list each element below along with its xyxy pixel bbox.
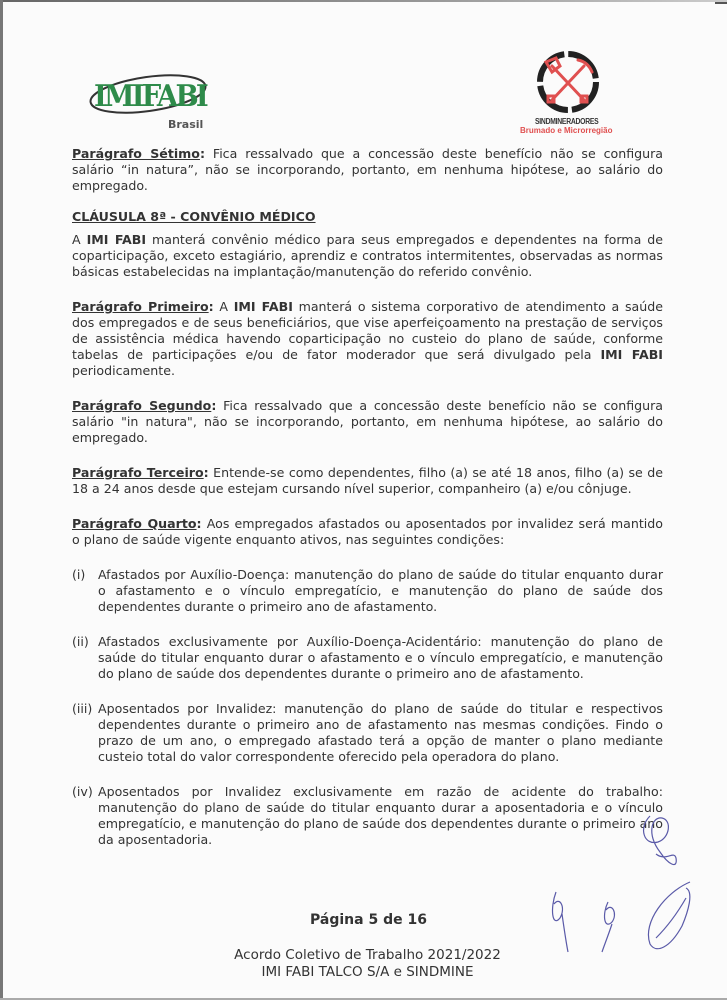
clause-intro bbox=[72, 232, 663, 280]
svg-text:IMIFABI: IMIFABI bbox=[94, 79, 208, 114]
colon: : bbox=[208, 299, 214, 314]
colon: : bbox=[199, 146, 205, 161]
paragraph-label: Parágrafo Segundo bbox=[72, 398, 212, 413]
list-item bbox=[72, 784, 663, 848]
paragraph-terceiro bbox=[72, 465, 663, 497]
list-item-number: (iv) bbox=[72, 784, 93, 799]
company-name: IMI FABI bbox=[233, 299, 293, 314]
paragraph-label: Parágrafo Sétimo bbox=[72, 146, 200, 161]
logo-subtitle: Brasil bbox=[168, 118, 204, 131]
paragraph-segundo bbox=[72, 398, 663, 446]
footer-line-1: Acordo Coletivo de Trabalho 2021/2022 bbox=[234, 947, 501, 963]
footer-line-2: IMI FABI TALCO S/A e SINDMINE bbox=[261, 964, 474, 980]
logo-subtitle: Brumado e Microrregião bbox=[520, 126, 613, 135]
paragraph-label: Parágrafo Terceiro bbox=[72, 465, 204, 480]
text: A bbox=[72, 232, 87, 247]
sindmineradores-logo bbox=[528, 48, 608, 118]
clause-heading: CLÁUSULA 8ª - CONVÊNIO MÉDICO bbox=[72, 209, 316, 224]
list-item bbox=[72, 701, 663, 765]
colon: : bbox=[211, 398, 217, 413]
list-item-text: Aposentados por Invalidez exclusivamente em razão de acidente do trabalho: manutenção do plano de saúde do titular enquanto durar a aposentadoria e o vínculo empregatício, e manutenção do plano de saúde dos dependentes durante o primeiro ano da aposentadoria. bbox=[98, 784, 663, 847]
list-item-text: Afastados exclusivamente por Auxílio-Doença-Acidentário: manutenção do plano de saúde do titular enquanto durar o afastamento e o vínculo empregatício, e manutenção do plano de saúde dos dependentes durante o primeiro ano de afastamento. bbox=[98, 634, 663, 681]
paragraph-text: Fica ressalvado que a concessão deste benefício não se configura salário "in natura", não se incorporando, portanto, em nenhuma hipótese, ao salário do empregado. bbox=[72, 398, 663, 445]
paragraph-setimo bbox=[72, 146, 663, 194]
list-item-text: Afastados por Auxílio-Doença: manutenção do plano de saúde do titular enquanto durar o afastamento e o vínculo empregatício, e manutenção do plano de saúde dos dependentes durante o primeiro ano de afastamento. bbox=[98, 567, 663, 614]
list-item-text: Aposentados por Invalidez: manutenção do plano de saúde do titular e respectivos dependentes durante o primeiro ano de afastamento nas mesmas condições. Findo o prazo de um ano, o empregado afastado terá a opção de manter o plano mediante custeio total do valor correspondente oferecido pela operadora do plano. bbox=[98, 701, 663, 764]
colon: : bbox=[203, 465, 209, 480]
text: manterá o sistema corporativo de atendimento a saúde dos empregados e de seus beneficiários, que vise aperfeiçoamento na prestação de serviços de assistência médica havendo coparticipação no custeio do plano de saúde, conforme tabelas de participações e/ou de fator moderador que será divulgado pela bbox=[72, 299, 663, 362]
company-name: IMI FABI bbox=[86, 232, 147, 247]
paragraph-text: Fica ressalvado que a concessão deste benefício não se configura salário “in natura”, não se incorporando, portanto, em nenhuma hipótese, ao salário do empregado. bbox=[72, 146, 663, 193]
paragraph-label: Parágrafo Quarto bbox=[72, 516, 197, 531]
paragraph-primeiro bbox=[72, 299, 663, 379]
company-name: IMI FABI bbox=[600, 347, 663, 362]
paragraph-quarto bbox=[72, 516, 663, 548]
text: A bbox=[213, 299, 234, 314]
scan-edge-right bbox=[715, 2, 727, 4]
logo-title: SINDMINERADORES bbox=[535, 117, 599, 126]
list-item-number: (i) bbox=[72, 567, 86, 582]
scan-edge-left bbox=[0, 0, 3, 1000]
list-item bbox=[72, 634, 663, 682]
text: manterá convênio médico para seus empregados e dependentes na forma de coparticipação, exceto estagiário, aprendiz e contratos intermitentes, observadas as normas básicas estabelecidas na implantação/manutenção do referido convênio. bbox=[72, 232, 663, 279]
list-item-number: (ii) bbox=[72, 634, 89, 649]
paragraph-text: Aos empregados afastados ou aposentados por invalidez será mantido o plano de saúde vigente enquanto ativos, nas seguintes condições: bbox=[72, 516, 663, 547]
document-body bbox=[72, 146, 663, 848]
colon: : bbox=[196, 516, 202, 531]
signature-mark bbox=[636, 812, 696, 874]
paragraph-text: Entende-se como dependentes, filho (a) se até 18 anos, filho (a) se de 18 a 24 anos desde que estejam cursando nível superior, companheiro (a) e/ou cônjuge. bbox=[72, 465, 663, 496]
page-number: Página 5 de 16 bbox=[310, 912, 427, 928]
scan-edge-top bbox=[0, 0, 727, 2]
list-item-number: (iii) bbox=[72, 701, 93, 716]
paragraph-label: Parágrafo Primeiro bbox=[72, 299, 209, 314]
list-item bbox=[72, 567, 663, 615]
text: periodicamente. bbox=[72, 363, 175, 378]
